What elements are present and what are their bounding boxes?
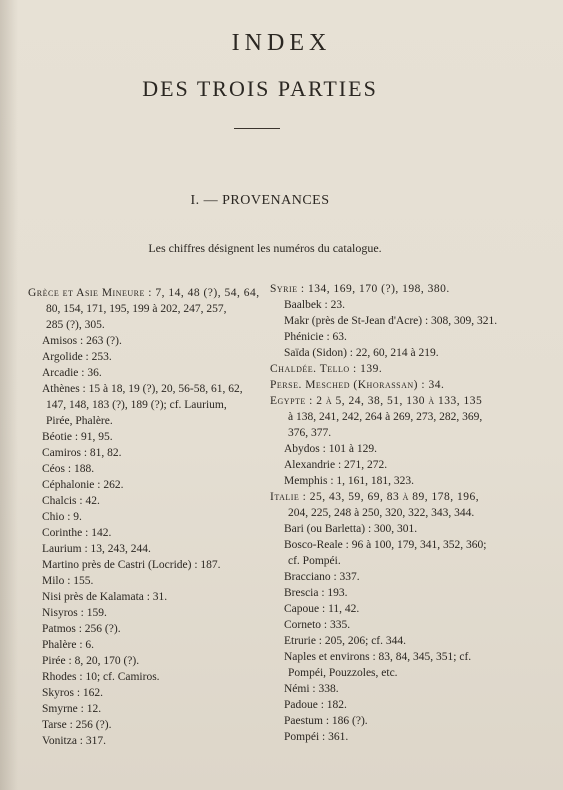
page-subtitle: DES TROIS PARTIES — [142, 76, 378, 101]
index-entry: Grèce et Asie Mineure : 7, 14, 48 (?), 54, 64, — [28, 287, 260, 299]
index-entry: Capoue : 11, 42. — [284, 603, 360, 615]
index-entry: Chalcis : 42. — [42, 495, 100, 507]
index-entry: Padoue : 182. — [284, 699, 347, 711]
index-entry: Syrie : 134, 169, 170 (?), 198, 380. — [270, 283, 450, 295]
index-entry: 376, 377. — [288, 427, 332, 439]
index-entry: Bracciano : 337. — [284, 571, 360, 583]
index-entry: Nisi près de Kalamata : 31. — [42, 591, 168, 603]
index-entry: Pompéi : 361. — [284, 731, 349, 743]
index-entry: Bari (ou Barletta) : 300, 301. — [284, 523, 418, 535]
index-entry: à 138, 241, 242, 264 à 269, 273, 282, 369, — [288, 411, 483, 423]
index-entry: Etrurie : 205, 206; cf. 344. — [284, 635, 407, 647]
index-entry: Phénicie : 63. — [284, 331, 347, 343]
binding-shadow — [0, 0, 18, 790]
index-entry: Corneto : 335. — [284, 619, 351, 631]
section-heading: I. — PROVENANCES — [190, 193, 330, 208]
index-entry: Vonitza : 317. — [42, 735, 106, 747]
index-entry: Argolide : 253. — [42, 351, 112, 363]
index-entry: Béotie : 91, 95. — [42, 431, 113, 443]
index-column-left — [28, 285, 264, 749]
index-entry: Tarse : 256 (?). — [42, 719, 112, 731]
index-entry: Phalère : 6. — [42, 639, 95, 651]
index-entry: Arcadie : 36. — [42, 367, 102, 379]
index-entry: Athènes : 15 à 18, 19 (?), 20, 56-58, 61, 62, — [42, 383, 243, 395]
index-entry: Pirée : 8, 20, 170 (?). — [42, 655, 140, 667]
index-entry: Bosco-Reale : 96 à 100, 179, 341, 352, 360; — [284, 539, 487, 551]
index-entry: Abydos : 101 à 129. — [284, 443, 377, 455]
index-entry: Milo : 155. — [42, 575, 94, 587]
index-column-right — [270, 281, 532, 745]
page-title: INDEX — [231, 30, 332, 56]
index-entry: Pirée, Phalère. — [46, 415, 113, 427]
index-entry: Céos : 188. — [42, 463, 95, 475]
index-entry: Patmos : 256 (?). — [42, 623, 121, 635]
index-entry: 204, 225, 248 à 250, 320, 322, 343, 344. — [288, 507, 475, 519]
index-entry: Egypte : 2 à 5, 24, 38, 51, 130 à 133, 135 — [270, 395, 483, 407]
index-entry: Baalbek : 23. — [284, 299, 345, 311]
index-entry: Makr (près de St-Jean d'Acre) : 308, 309, 321. — [284, 315, 498, 327]
index-entry: 285 (?), 305. — [46, 319, 105, 331]
index-entry: Brescia : 193. — [284, 587, 348, 599]
index-entry: Némi : 338. — [284, 683, 339, 695]
index-entry: Perse. Mesched (Khorassan) : 34. — [270, 379, 445, 391]
index-entry: cf. Pompéi. — [288, 555, 341, 567]
index-entry: Laurium : 13, 243, 244. — [42, 543, 151, 555]
index-entry: 80, 154, 171, 195, 199 à 202, 247, 257, — [46, 303, 227, 315]
title-rule — [234, 128, 280, 129]
index-entry: Corinthe : 142. — [42, 527, 112, 539]
index-entry: Camiros : 81, 82. — [42, 447, 122, 459]
index-entry: Alexandrie : 271, 272. — [284, 459, 388, 471]
index-entry: Chaldée. Tello : 139. — [270, 363, 383, 375]
index-entry: Chio : 9. — [42, 511, 82, 523]
catalogue-note: Les chiffres désignent les numéros du catalogue. — [148, 241, 382, 255]
index-entry: Rhodes : 10; cf. Camiros. — [42, 671, 160, 683]
index-entry: Naples et environs : 83, 84, 345, 351; cf. — [284, 651, 472, 663]
index-entry: Paestum : 186 (?). — [284, 715, 368, 727]
index-entry: Saïda (Sidon) : 22, 60, 214 à 219. — [284, 347, 439, 359]
index-entry: Martino près de Castri (Locride) : 187. — [42, 559, 221, 571]
index-entry: Pompéi, Pouzzoles, etc. — [288, 667, 398, 679]
index-entry: Nisyros : 159. — [42, 607, 107, 619]
index-entry: Skyros : 162. — [42, 687, 104, 699]
index-entry: Céphalonie : 262. — [42, 479, 124, 491]
index-entry: Amisos : 263 (?). — [42, 335, 122, 347]
index-entry: Memphis : 1, 161, 181, 323. — [284, 475, 415, 487]
index-entry: 147, 148, 183 (?), 189 (?); cf. Laurium, — [46, 399, 227, 411]
index-entry: Italie : 25, 43, 59, 69, 83 à 89, 178, 196, — [270, 491, 480, 503]
index-entry: Smyrne : 12. — [42, 703, 102, 715]
